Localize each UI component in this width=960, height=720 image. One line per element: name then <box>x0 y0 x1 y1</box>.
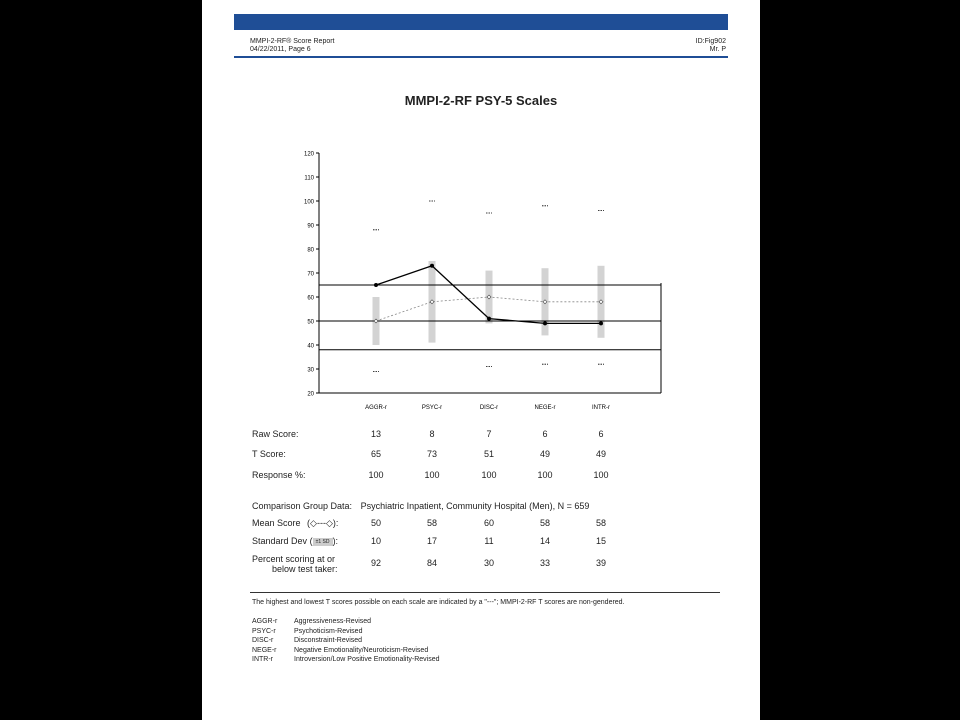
t-cell: 51 <box>483 449 494 459</box>
y-tick-label: 120 <box>303 151 314 158</box>
abbreviation: INTR-r <box>252 656 273 663</box>
t-cell: 65 <box>370 449 381 459</box>
response-cell: 100 <box>537 470 553 480</box>
y-tick-label: 40 <box>307 343 314 350</box>
sd-cell: 15 <box>595 536 606 546</box>
pct-cell: 84 <box>426 558 437 568</box>
response-cell: 100 <box>368 470 384 480</box>
mean-legend-icon: (◇---◇): <box>307 518 339 528</box>
sd-suffix: ): <box>332 536 339 546</box>
t-score-point <box>374 283 378 287</box>
raw-cell: 6 <box>542 429 548 439</box>
client-name: Mr. P <box>709 46 726 53</box>
response-cell: 100 <box>481 470 497 480</box>
abbreviation-definition: Disconstraint-Revised <box>294 637 363 644</box>
mean-cell: 58 <box>426 518 437 528</box>
response-cell: 100 <box>424 470 440 480</box>
response-cell: 100 <box>593 470 609 480</box>
x-tick-label: INTR-r <box>592 405 610 411</box>
sd-cell: 11 <box>484 536 494 546</box>
abbreviation-definition: Negative Emotionality/Neuroticism-Revised <box>294 646 429 654</box>
abbreviation-definition: Aggressiveness-Revised <box>294 618 372 625</box>
y-tick-label: 80 <box>307 247 314 254</box>
std-dev-label: Standard Dev ( ±1 SD ): <box>252 536 339 546</box>
pct-cell: 33 <box>539 558 550 568</box>
sd-cell: 14 <box>539 536 550 546</box>
report-page <box>202 0 760 720</box>
report-date-page: 04/22/2011, Page 6 <box>250 46 311 53</box>
abbreviation: DISC-r <box>252 637 274 644</box>
x-tick-label: NEGE-r <box>534 405 556 411</box>
mean-cell: 50 <box>370 518 381 528</box>
t-cell: 49 <box>595 449 606 459</box>
mean-cell: 58 <box>539 518 550 528</box>
std-dev-text: Standard Dev <box>252 536 308 546</box>
raw-cell: 8 <box>429 429 435 439</box>
percent-label-2: below test taker: <box>272 564 338 574</box>
y-tick-label: 110 <box>304 175 314 182</box>
t-score-point <box>543 321 547 325</box>
y-tick-label: 100 <box>303 199 314 206</box>
pct-cell: 39 <box>595 558 606 568</box>
y-tick-label: 50 <box>307 319 314 326</box>
note-rule <box>250 592 720 593</box>
mean-cell: 58 <box>595 518 606 528</box>
x-tick-label: AGGR-r <box>365 405 387 411</box>
y-tick-label: 90 <box>307 223 314 230</box>
raw-cell: 6 <box>598 429 604 439</box>
footnote: The highest and lowest T scores possible on each scale are indicated by a "---"; MMPI-2-RF T scores are non-gendered. <box>252 599 625 606</box>
abbreviation: NEGE-r <box>252 646 277 654</box>
abbreviation-definition: Psychoticism-Revised <box>294 627 363 635</box>
mean-score-label <box>252 518 338 529</box>
abbreviation-definition: Introversion/Low Positive Emotionality-Revised <box>294 656 440 663</box>
y-tick-label: 70 <box>307 271 314 278</box>
raw-cell: 13 <box>370 429 381 439</box>
report-id: ID:Fig902 <box>695 38 726 45</box>
report-title: MMPI-2-RF® Score Report <box>250 38 335 45</box>
pct-cell: 92 <box>370 558 381 568</box>
x-tick-label: PSYC-r <box>421 405 443 411</box>
pct-cell: 30 <box>483 558 494 568</box>
y-tick-label: 20 <box>307 391 314 398</box>
sd-cell: 17 <box>426 536 437 546</box>
raw-score-label: Raw Score: <box>252 429 299 439</box>
t-score-point <box>487 317 491 321</box>
t-score-point <box>430 264 434 268</box>
comparison-label <box>252 501 589 511</box>
percent-label-1: Percent scoring at or <box>252 554 336 564</box>
t-cell: 49 <box>539 449 550 459</box>
psy5-chart <box>202 0 760 420</box>
sd-cell: 10 <box>370 536 381 546</box>
abbreviation: AGGR-r <box>252 618 278 625</box>
mean-cell: 60 <box>483 518 494 528</box>
comparison-group-value: Psychiatric Inpatient, Community Hospital (Men), N = 659 <box>360 501 590 511</box>
y-tick-label: 60 <box>307 295 314 302</box>
chart-title: MMPI-2-RF PSY-5 Scales <box>404 93 558 108</box>
t-cell: 73 <box>426 449 437 459</box>
mean-score-text: Mean Score <box>252 518 301 528</box>
response-label: Response %: <box>252 470 306 480</box>
t-score-label: T Score: <box>252 449 286 459</box>
comparison-group-label: Comparison Group Data: <box>252 501 353 511</box>
sd-legend-icon: ±1 SD <box>313 538 333 546</box>
t-score-point <box>599 321 603 325</box>
abbreviation: PSYC-r <box>252 627 276 635</box>
x-tick-label: DISC-r <box>479 405 499 411</box>
y-tick-label: 30 <box>307 367 314 374</box>
raw-cell: 7 <box>486 429 492 439</box>
